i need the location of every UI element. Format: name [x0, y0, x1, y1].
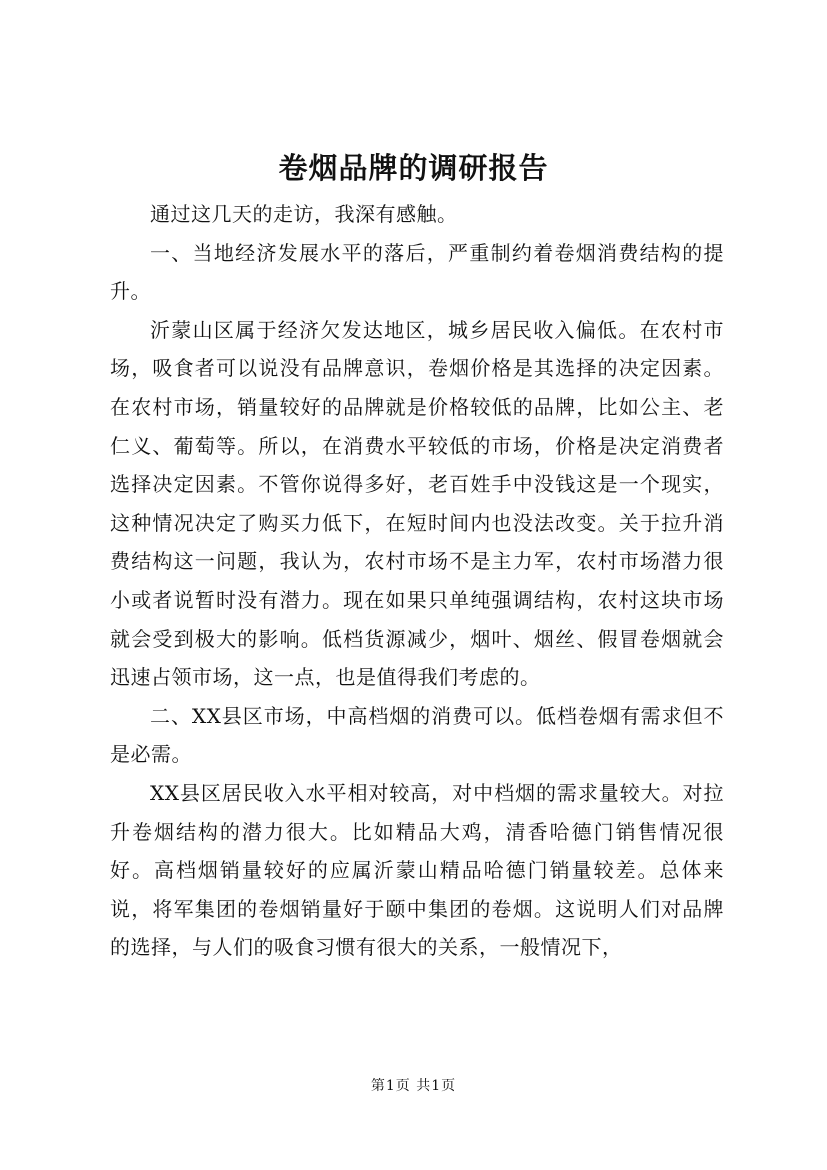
document-title: 卷烟品牌的调研报告: [278, 151, 549, 185]
document-body: [110, 195, 724, 967]
paragraph-point-one-body: 沂蒙山区属于经济欠发达地区，城乡居民收入偏低。在农村市场，吸食者可以说没有品牌意识，卷烟价格是其选择的决定因素。在农村市场，销量较好的品牌就是价格较低的品牌，比如公主、老仁义、葡萄等。所以，在消费水平较低的市场，价格是决定消费者选择决定因素。不管你说得多好，老百姓手中没钱这是一个现实，这种情况决定了购买力低下，在短时间内也没法改变。关于拉升消费结构这一问题，我认为，农村市场不是主力军，农村市场潜力很小或者说暂时没有潜力。现在如果只单纯强调结构，农村这块市场就会受到极大的影响。低档货源减少，烟叶、烟丝、假冒卷烟就会迅速占领市场，这一点，也是值得我们考虑的。: [110, 317, 724, 690]
paragraph-point-two-heading: 二、XX县区市场，中高档烟的消费可以。低档卷烟有需求但不是必需。: [110, 703, 724, 767]
paragraph-intro: 通过这几天的走访，我深有感触。: [150, 202, 458, 226]
page-footer: 第1页 共1页: [370, 1078, 457, 1094]
paragraph-point-one-heading: 一、当地经济发展水平的落后，严重制约着卷烟消费结构的提升。: [110, 240, 724, 304]
paragraph-point-two-body: XX县区居民收入水平相对较高，对中档烟的需求量较大。对拉升卷烟结构的潜力很大。比如精品大鸡，清香哈德门销售情况很好。高档烟销量较好的应属沂蒙山精品哈德门销量较差。总体来说，将军集团的卷烟销量好于颐中集团的卷烟。这说明人们对品牌的选择，与人们的吸食习惯有很大的关系，一般情况下，: [110, 780, 724, 960]
